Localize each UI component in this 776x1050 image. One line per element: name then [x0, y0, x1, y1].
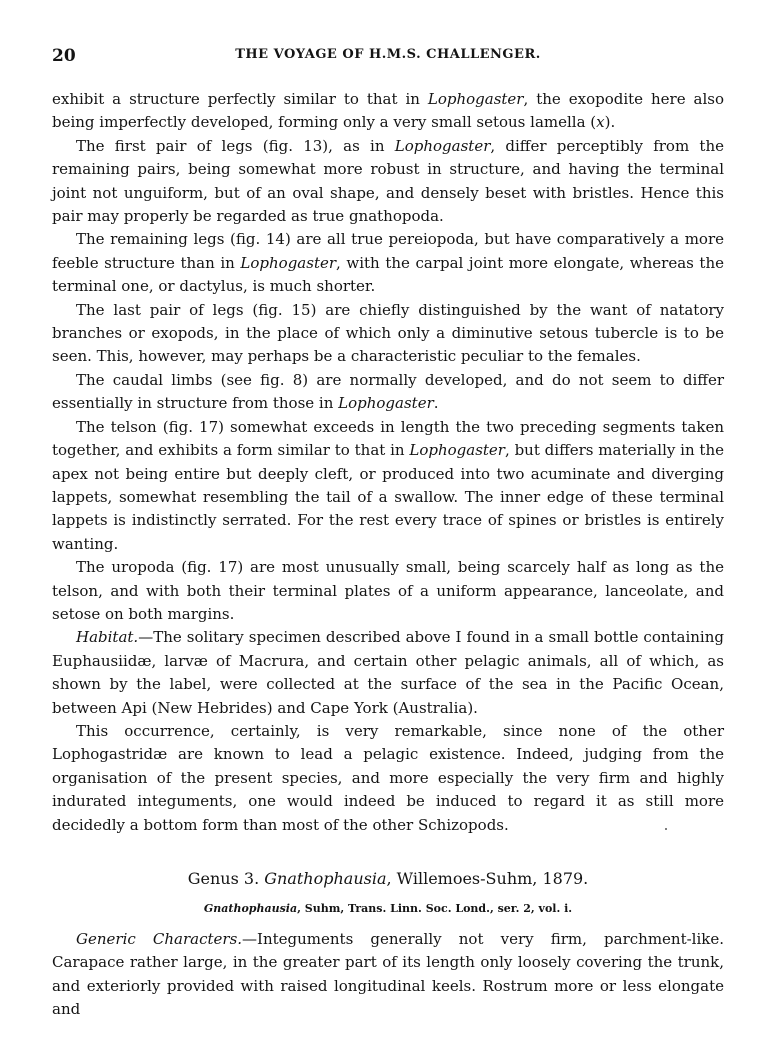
genus-authority: , Willemoes-Suhm, 1879.: [386, 869, 589, 888]
text-run: , differ perceptibly from the remaining pairs, being somewhat more robust in structure, and having the terminal joint not unguiform, but of an oval shape, and densely beset with bristles. Hence this pair may properly be regarded as true gnathopoda.: [52, 136, 724, 226]
generic-characters-label-italic: Generic Characters.: [76, 930, 243, 948]
text-run: The remaining legs (fig. 14) are all true pereiopoda, but have comparatively a more feeble structure than in: [52, 230, 724, 272]
paragraph-exopodite: [52, 88, 724, 135]
genus-name-italic: Lophogaster: [338, 394, 434, 413]
genus-heading: [52, 868, 724, 890]
paragraph-generic-characters: [52, 928, 724, 1022]
genus-citation: [52, 901, 724, 917]
paragraph-last-pair-legs: [52, 299, 724, 369]
text-run: .: [433, 394, 439, 413]
genus-name-italic: Lophogaster: [394, 136, 491, 155]
text-run: The uropoda (fig. 17) are most unusually small, being scarcely half as long as the telson, and with both their terminal plates of a uniform appearance, lanceolate, and setose on both margins.: [52, 558, 724, 623]
text-run: The last pair of legs (fig. 15) are chiefly distinguished by the want of natatory branches or exopods, in the place of which only a diminutive setous tubercle is to be seen. This, however, may perhaps be a characteristic peculiar to the females.: [52, 300, 724, 366]
paragraph-uropoda: [52, 556, 724, 626]
paragraph-remaining-legs: [52, 228, 724, 298]
text-run: The telson (fig. 17) somewhat exceeds in length the two preceding segments taken together, and exhibits a form similar to that in: [52, 417, 724, 460]
text-run: , with the carpal joint more elongate, whereas the terminal one, or dactylus, is much shorter.: [52, 253, 724, 296]
text-run: exhibit a structure perfectly similar to that in: [52, 90, 428, 108]
citation-genus-italic: Gnathophausia: [203, 902, 298, 915]
text-run: —Integuments generally not very firm, parchment-like. Carapace rather large, in the greater part of its length only loosely covering the trunk, and exteriorly provided with raised longitudinal keels. Rostrum more or less elongate and: [52, 930, 725, 1019]
paragraph-first-pair-legs: [52, 135, 724, 229]
body-text: [52, 88, 724, 837]
page-number: 20: [52, 46, 76, 66]
genus-name-italic: Lophogaster: [427, 90, 524, 108]
text-run: This occurrence, certainly, is very remarkable, since none of the other Lophogastridæ are known to lead a pelagic existence. Indeed, judging from the organisation of the present species, and more especially the very firm and highly indurated integuments, one would indeed be induced to regard it as still more decidedly a bottom form than most of the other Schizopods.: [52, 721, 724, 834]
habitat-label-italic: Habitat.: [76, 628, 139, 647]
figure-letter-italic: x: [596, 113, 605, 132]
text-run: The caudal limbs (see fig. 8) are normally developed, and do not seem to differ essentially in structure from those in: [52, 370, 724, 413]
genus-name-italic: Lophogaster: [240, 253, 337, 272]
citation-reference: , Suhm, Trans. Linn. Soc. Lond., ser. 2, vol. i.: [297, 902, 573, 915]
ink-speck: [665, 828, 667, 830]
text-run: ).: [604, 113, 616, 132]
page-header: [52, 46, 724, 70]
generic-characters-section: [52, 928, 724, 1022]
genus-name-italic: Lophogaster: [409, 441, 505, 460]
paragraph-telson: [52, 416, 724, 556]
text-run: , but differs materially in the apex not being entire but deeply cleft, or produced into two acuminate and diverging lappets, somewhat resembling the tail of a swallow. The inner edge of these terminal lappets is indistinctly serrated. For the rest every trace of spines or bristles is entirely wanting.: [52, 441, 724, 553]
genus-number: Genus 3.: [187, 869, 265, 888]
genus-name-italic: Gnathophausia: [264, 869, 387, 888]
text-run: The first pair of legs (fig. 13), as in: [76, 136, 395, 155]
paragraph-habitat: [52, 626, 724, 720]
running-title: THE VOYAGE OF H.M.S. CHALLENGER.: [235, 47, 541, 62]
text-run: , the exopodite here also being imperfectly developed, forming only a very small setous lamella (: [52, 90, 724, 132]
paragraph-caudal-limbs: [52, 369, 724, 416]
text-run: —The solitary specimen described above I found in a small bottle containing Euphausiidæ, larvæ of Macrura, and certain other pelagic animals, all of which, as shown by the label, were collected at the surface of the sea in the Pacific Ocean, between Api (New Hebrides) and Cape York (Australia).: [52, 628, 724, 717]
paragraph-occurrence: [52, 720, 724, 837]
